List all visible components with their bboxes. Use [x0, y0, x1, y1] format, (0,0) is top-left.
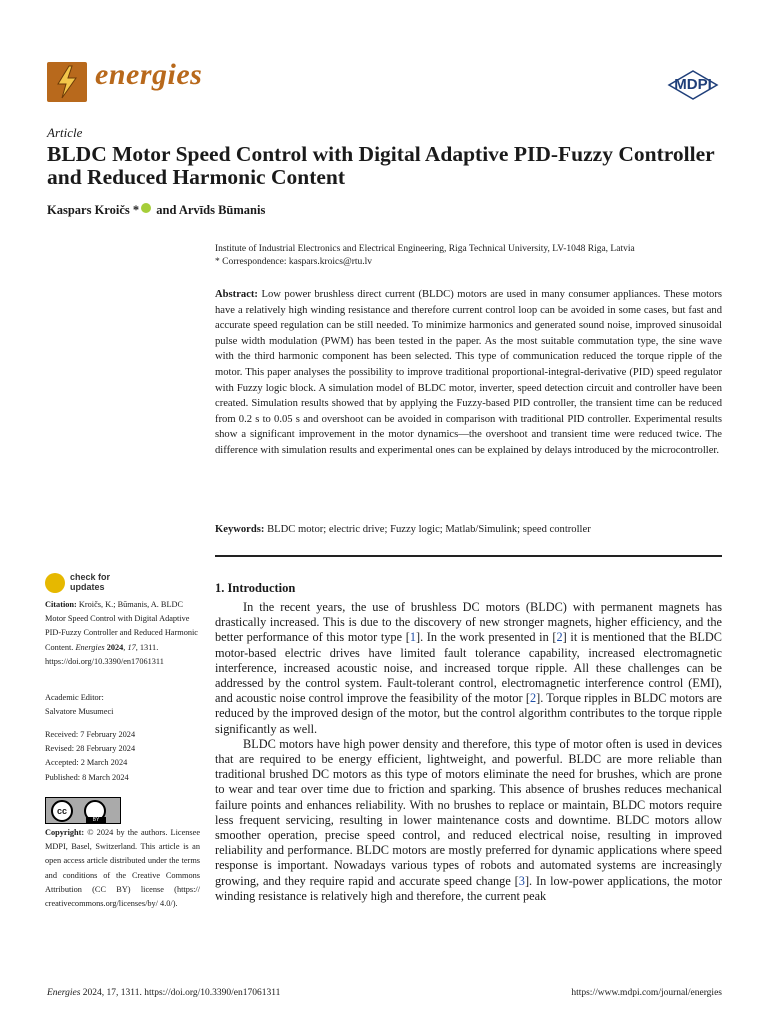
footer-citation-text[interactable]: 2024, 17, 1311. https://doi.org/10.3390/en17061311	[80, 988, 281, 998]
reference-link[interactable]: 3	[518, 873, 525, 888]
check-updates-icon	[45, 573, 65, 593]
citation-text: Kroičs, K.; Būmanis, A. BLDC Motor Speed Control with Digital Adaptive PID-Fuzzy Controller and Reduced Harmonic Content.	[45, 600, 198, 652]
abstract	[215, 287, 722, 459]
section-heading: 1. Introduction	[215, 581, 296, 595]
citation-journal: Energies	[75, 642, 105, 652]
keywords-text: BLDC motor; electric drive; Fuzzy logic; Matlab/Simulink; speed controller	[267, 524, 591, 535]
check-updates-line1: check for	[70, 572, 111, 582]
copyright-label: Copyright:	[45, 828, 85, 837]
editor-name: Salvatore Musumeci	[45, 707, 114, 717]
copyright-text: © 2024 by the authors. Licensee MDPI, Basel, Switzerland. This article is an open access article distributed under the terms and conditions of the Creative Commons Attribution (CC BY) license (https:// creativecommons.org/licenses/by/ 4.0/).	[45, 828, 201, 909]
authors	[47, 203, 265, 218]
received-date: Received: 7 February 2024	[45, 730, 136, 739]
affiliation-block	[215, 243, 725, 269]
cc-icon: cc	[51, 800, 73, 822]
paragraph-2: BLDC motors have high power density and therefore, this type of motor often is used in devices that are required to be energy efficient, lightweight, and powerful. BLDC are more reliable than traditional brushed DC motors as this type of motors eliminate the need for brushes, which are prone to wear and tear over time due to friction and sparking. This absence of brushes reduces mechanical failure points and enhances reliability. With no brushes to replace or maintain, BLDC motors require less frequent servicing, resulting in lower maintenance costs and downtime. BLDC motors allow smoother operation, precise speed control, and reduced electrical noise, resulting in improved reliability and performance. BLDC motors are mostly preferred for dynamic applications where speed response is important. Nowadays various types of robots and automated systems are increasingly growing, and they require rapid and accurate speed change [3]. In low-power applications, the motor winding resistance is relatively high and therefore, the current peak	[215, 736, 722, 903]
publisher-name: MDPI	[674, 76, 712, 93]
editor-label: Academic Editor:	[45, 693, 104, 702]
journal-logo	[47, 62, 87, 102]
cc-by-license-badge[interactable]	[45, 797, 121, 824]
citation-block: Citation: Kroičs, K.; Būmanis, A. BLDC Motor Speed Control with Digital Adaptive PID-Fuzzy Controller and Reduced Harmonic Content. Energies 2024, 17, 1311. https://doi.org/10.3390/en17061311	[45, 600, 198, 666]
citation-year: 2024	[106, 642, 124, 652]
footer-url[interactable]: https://www.mdpi.com/journal/energies	[571, 988, 722, 998]
publisher-logo	[667, 70, 719, 100]
citation-volume: 17	[127, 642, 136, 652]
footer-citation	[47, 988, 280, 998]
check-updates-line2: updates	[70, 582, 105, 592]
keywords	[215, 522, 722, 537]
abstract-label: Abstract:	[215, 289, 258, 300]
published-date: Published: 8 March 2024	[45, 772, 129, 782]
author-2[interactable]: and Arvīds Būmanis	[153, 203, 266, 217]
divider	[215, 555, 722, 557]
article-title: BLDC Motor Speed Control with Digital Adaptive PID-Fuzzy Controller and Reduced Harmonic Content	[47, 142, 715, 189]
abstract-text: Low power brushless direct current (BLDC) motors are used in many consumer appliances. These motors have a relatively high winding resistance and therefore current control loop can be avoided in some cases, but fast and accurate speed regulation can be still needed. To minimize harmonics and generated sound noise, improved sinusoidal pulse width modulation (PWM) has been tested in the paper. As the most suitable commutation type, the sine wave with the third harmonic component has been selected. This type of communication reduced the torque ripple of the motor. This paper analyses the possibility to improve traditional proportional-integral-derivative (PID) speed regulator with Fuzzy logic block. A simulation model of BLDC motor, inverter, speed detection circuit and controller have been created. Simulation results showed that by applying the Fuzzy-based PID controller, the transient time can be reduced from 0.2 s to 0.05 s and overshoot can be avoided in comparison with traditional PID controller. Experimental results show a significant improvement in the motor dynamics—the overshoot and transient time were reduced twice. The difference with simulation results and experimental ones can be explained by delays introduced by the microcontroller.	[215, 289, 722, 456]
paragraph-1: In the recent years, the use of brushless DC motors (BLDC) with permanent magnets has drastically increased. This is due to the discovery of new stronger magnets, higher efficiency, and the better performance of this motor type [1]. In the work presented in [2] it is mentioned that the BLDC motor-based electric drives have limited fault tolerance capability, increased electromagnetic interference, increased acoustic noise, and increased torque ripple. All these challenges can be addressed by the control system. Fault-tolerant control, electromagnetic interference control (EMI), and acoustic noise control improve the feasibility of the motor [2]. Torque ripples in BLDC motors are reduced by the improved design of the motor, but the control algorithm contributes to the torque ripple significantly as well.	[215, 600, 722, 736]
revised-date: Revised: 28 February 2024	[45, 744, 136, 754]
citation-pages: 1311.	[139, 642, 159, 652]
footer-journal: Energies	[47, 988, 81, 998]
editor-block	[45, 691, 200, 719]
journal-name: energies	[95, 58, 203, 91]
lightning-icon	[47, 62, 87, 102]
copyright-block	[45, 826, 200, 911]
introduction-body	[215, 600, 722, 904]
correspondence: * Correspondence: kaspars.kroics@rtu.lv	[215, 257, 373, 267]
reference-link[interactable]: 2	[556, 630, 563, 645]
dates-block	[45, 728, 200, 785]
keywords-label: Keywords:	[215, 524, 265, 535]
citation-label: Citation:	[45, 600, 77, 609]
reference-link[interactable]: 1	[409, 630, 416, 645]
affiliation: Institute of Industrial Electronics and Electrical Engineering, Riga Technical University, LV-1048 Riga, Latvia	[215, 244, 635, 254]
reference-link[interactable]: 2	[529, 691, 537, 706]
author-1[interactable]: Kaspars Kroičs *	[47, 203, 140, 217]
check-for-updates-button[interactable]	[45, 571, 155, 597]
article-type: Article	[47, 125, 83, 140]
orcid-icon[interactable]	[141, 203, 151, 213]
citation-doi[interactable]: https://doi.org/10.3390/en17061311	[45, 656, 164, 666]
by-label: BY	[86, 817, 106, 823]
accepted-date: Accepted: 2 March 2024	[45, 758, 128, 768]
